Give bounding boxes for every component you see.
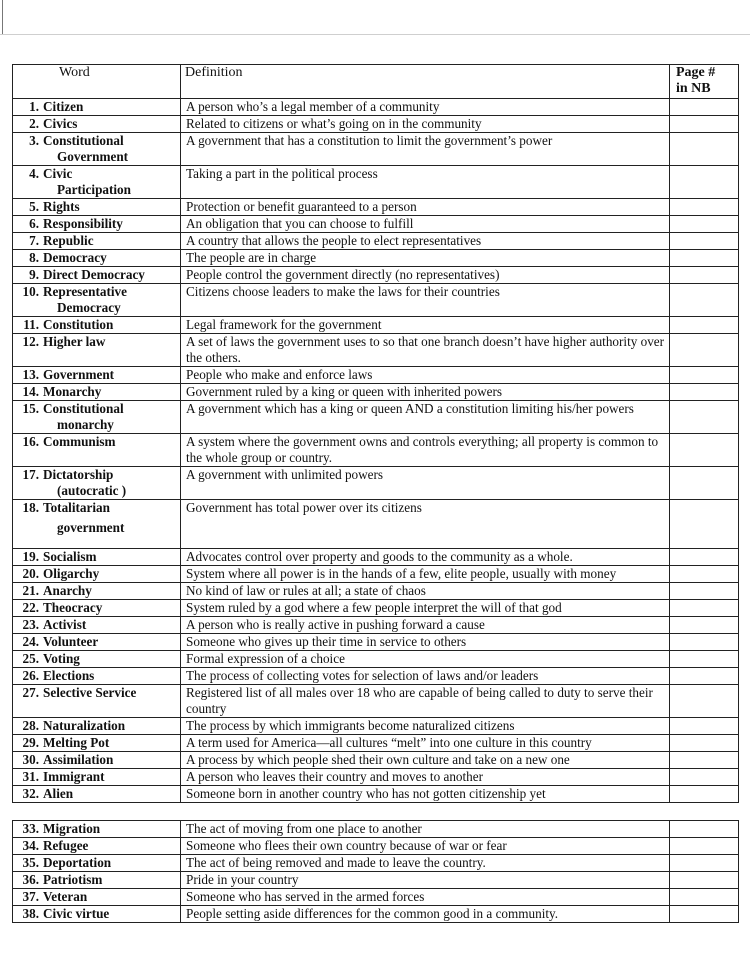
table-row [13, 284, 739, 317]
term-word: Government [43, 367, 115, 382]
definition-cell: A government which has a king or queen AND a constitution limiting his/her powers [181, 401, 670, 434]
term-word: Elections [43, 668, 95, 683]
page-number-cell[interactable] [670, 889, 739, 906]
term-cell [13, 500, 181, 549]
term-number: 36. [22, 872, 39, 887]
term-word-continued: Participation [57, 182, 131, 197]
term-word: Citizen [43, 99, 84, 114]
term-number: 13. [22, 367, 39, 382]
term-number: 33. [22, 821, 39, 836]
term-word: Alien [43, 786, 74, 801]
term-word-continued: Government [57, 149, 129, 164]
table-row [13, 634, 739, 651]
term-number: 31. [22, 769, 39, 784]
term-cell [13, 600, 181, 617]
term-cell [13, 401, 181, 434]
page-top-edge [0, 0, 750, 35]
term-word: Direct Democracy [43, 267, 145, 282]
term-number: 21. [22, 583, 39, 598]
term-word-continued: government [57, 520, 125, 535]
term-number: 34. [22, 838, 39, 853]
definition-cell: Someone who has served in the armed forces [181, 889, 670, 906]
term-word: Constitutional [43, 133, 124, 148]
term-number: 20. [22, 566, 39, 581]
term-cell [13, 334, 181, 367]
term-number: 1. [29, 99, 39, 114]
page-number-cell[interactable] [670, 133, 739, 166]
term-number: 30. [22, 752, 39, 767]
page-number-cell[interactable] [670, 786, 739, 803]
term-word: Democracy [43, 250, 107, 265]
header-definition: Definition [181, 65, 670, 99]
page-number-cell[interactable] [670, 317, 739, 334]
table-row [13, 384, 739, 401]
definition-cell: Someone who flees their own country because of war or fear [181, 838, 670, 855]
page-number-cell[interactable] [670, 838, 739, 855]
page-number-cell[interactable] [670, 769, 739, 786]
page-number-cell[interactable] [670, 566, 739, 583]
term-cell [13, 166, 181, 199]
term-cell [13, 838, 181, 855]
definition-cell: The act of being removed and made to leave the country. [181, 855, 670, 872]
page-number-cell[interactable] [670, 617, 739, 634]
term-word: Civic virtue [43, 906, 110, 921]
definition-cell: A process by which people shed their own culture and take on a new one [181, 752, 670, 769]
term-cell [13, 267, 181, 284]
page-number-cell[interactable] [670, 718, 739, 735]
term-word: Voting [43, 651, 80, 666]
term-number: 37. [22, 889, 39, 904]
term-word: Refugee [43, 838, 89, 853]
term-word: Veteran [43, 889, 88, 904]
term-word: Naturalization [43, 718, 126, 733]
page-number-cell[interactable] [670, 735, 739, 752]
term-cell [13, 821, 181, 838]
table-row [13, 838, 739, 855]
term-number: 4. [29, 166, 39, 181]
term-number: 16. [22, 434, 39, 449]
page-number-cell[interactable] [670, 233, 739, 250]
page-number-cell[interactable] [670, 651, 739, 668]
definition-cell: Citizens choose leaders to make the laws for their countries [181, 284, 670, 317]
term-number: 14. [22, 384, 39, 399]
table-row [13, 668, 739, 685]
page-number-cell[interactable] [670, 116, 739, 133]
term-number: 23. [22, 617, 39, 632]
term-number: 9. [29, 267, 39, 282]
definition-cell: People who make and enforce laws [181, 367, 670, 384]
page-number-cell[interactable] [670, 434, 739, 467]
table-row [13, 549, 739, 566]
table-row [13, 752, 739, 769]
page-number-cell[interactable] [670, 216, 739, 233]
definition-cell: Taking a part in the political process [181, 166, 670, 199]
term-word: Melting Pot [43, 735, 110, 750]
term-cell [13, 769, 181, 786]
term-cell [13, 549, 181, 566]
term-number: 25. [22, 651, 39, 666]
page-number-cell[interactable] [670, 284, 739, 317]
definition-cell: Government ruled by a king or queen with inherited powers [181, 384, 670, 401]
page-number-cell[interactable] [670, 821, 739, 838]
term-word: Totalitarian [43, 500, 110, 515]
table-row [13, 821, 739, 838]
definition-cell: A system where the government owns and controls everything; all property is common to the whole group or country. [181, 434, 670, 467]
term-cell [13, 617, 181, 634]
table-row [13, 216, 739, 233]
term-number: 15. [22, 401, 39, 416]
term-number: 8. [29, 250, 39, 265]
page-number-cell[interactable] [670, 267, 739, 284]
table-row [13, 769, 739, 786]
page-number-cell[interactable] [670, 99, 739, 116]
term-word: Communism [43, 434, 116, 449]
term-word: Responsibility [43, 216, 123, 231]
table-row [13, 250, 739, 267]
table-row [13, 199, 739, 216]
term-cell [13, 735, 181, 752]
table-body [13, 99, 739, 923]
term-number: 22. [22, 600, 39, 615]
term-number: 11. [23, 317, 39, 332]
definition-cell: A set of laws the government uses to so that one branch doesn’t have higher authority over the others. [181, 334, 670, 367]
definition-cell: Advocates control over property and goods to the community as a whole. [181, 549, 670, 566]
definition-cell: The process by which immigrants become naturalized citizens [181, 718, 670, 735]
definition-cell: System ruled by a god where a few people interpret the will of that god [181, 600, 670, 617]
term-number: 38. [22, 906, 39, 921]
table-row [13, 718, 739, 735]
term-cell [13, 786, 181, 803]
term-word: Patriotism [43, 872, 103, 887]
table-row [13, 166, 739, 199]
term-word: Socialism [43, 549, 97, 564]
page-number-cell[interactable] [670, 872, 739, 889]
definition-cell: Someone who gives up their time in service to others [181, 634, 670, 651]
header-word: Word [13, 65, 181, 99]
term-cell [13, 434, 181, 467]
definition-cell: An obligation that you can choose to fulfill [181, 216, 670, 233]
header-page: Page # in NB [670, 65, 739, 99]
table-row [13, 133, 739, 166]
term-word: Immigrant [43, 769, 105, 784]
term-number: 6. [29, 216, 39, 231]
term-number: 5. [29, 199, 39, 214]
term-number: 17. [22, 467, 39, 482]
page-number-cell[interactable] [670, 906, 739, 923]
page-number-cell[interactable] [670, 166, 739, 199]
term-number: 10. [22, 284, 39, 299]
definition-cell: Someone born in another country who has not gotten citizenship yet [181, 786, 670, 803]
term-number: 32. [22, 786, 39, 801]
definition-cell: Related to citizens or what’s going on in the community [181, 116, 670, 133]
table-row [13, 651, 739, 668]
term-number: 12. [22, 334, 39, 349]
definition-cell: Registered list of all males over 18 who are capable of being called to duty to serve their country [181, 685, 670, 718]
term-number: 35. [22, 855, 39, 870]
term-cell [13, 317, 181, 334]
table-row [13, 889, 739, 906]
term-cell [13, 651, 181, 668]
term-word: Representative [43, 284, 127, 299]
page-number-cell[interactable] [670, 401, 739, 434]
term-cell [13, 99, 181, 116]
page-number-cell[interactable] [670, 334, 739, 367]
term-number: 18. [22, 500, 39, 515]
page-number-cell[interactable] [670, 467, 739, 500]
definition-cell: Legal framework for the government [181, 317, 670, 334]
term-word: Activist [43, 617, 87, 632]
table-row [13, 906, 739, 923]
table-row [13, 233, 739, 250]
term-cell [13, 566, 181, 583]
term-cell [13, 752, 181, 769]
term-word: Higher law [43, 334, 106, 349]
section-gap [13, 803, 739, 821]
definition-cell: People setting aside differences for the common good in a community. [181, 906, 670, 923]
definition-cell: Government has total power over its citizens [181, 500, 670, 549]
term-cell [13, 634, 181, 651]
definition-cell: A government that has a constitution to limit the government’s power [181, 133, 670, 166]
term-word: Monarchy [43, 384, 102, 399]
page-number-cell[interactable] [670, 199, 739, 216]
table-row [13, 600, 739, 617]
term-cell [13, 855, 181, 872]
term-cell [13, 216, 181, 233]
term-word: Rights [43, 199, 80, 214]
definition-cell: A person who leaves their country and moves to another [181, 769, 670, 786]
table-row [13, 500, 739, 549]
definition-cell: A person who’s a legal member of a community [181, 99, 670, 116]
term-cell [13, 250, 181, 267]
term-word: Republic [43, 233, 94, 248]
term-cell [13, 467, 181, 500]
term-word: Deportation [43, 855, 112, 870]
table-row [13, 786, 739, 803]
term-cell [13, 685, 181, 718]
page-number-cell[interactable] [670, 685, 739, 718]
term-word: Civic [43, 166, 73, 181]
table-row [13, 334, 739, 367]
table-row [13, 566, 739, 583]
table-row [13, 583, 739, 600]
term-word: Dictatorship [43, 467, 114, 482]
definition-cell: System where all power is in the hands of a few, elite people, usually with money [181, 566, 670, 583]
term-number: 26. [22, 668, 39, 683]
term-number: 3. [29, 133, 39, 148]
term-cell [13, 889, 181, 906]
table-row [13, 434, 739, 467]
term-word: Civics [43, 116, 78, 131]
definition-cell: Pride in your country [181, 872, 670, 889]
term-word-continued: (autocratic ) [57, 483, 127, 498]
page-number-cell[interactable] [670, 367, 739, 384]
page-number-cell[interactable] [670, 500, 739, 549]
term-number: 7. [29, 233, 39, 248]
definition-cell: No kind of law or rules at all; a state of chaos [181, 583, 670, 600]
term-cell [13, 718, 181, 735]
term-cell [13, 906, 181, 923]
definition-cell: A person who is really active in pushing forward a cause [181, 617, 670, 634]
term-number: 2. [29, 116, 39, 131]
definition-cell: People control the government directly (no representatives) [181, 267, 670, 284]
term-cell [13, 583, 181, 600]
table-row [13, 735, 739, 752]
header-row [13, 65, 739, 99]
term-word-continued: Democracy [57, 300, 121, 315]
term-cell [13, 367, 181, 384]
table-row [13, 317, 739, 334]
term-cell [13, 233, 181, 250]
page-number-cell[interactable] [670, 384, 739, 401]
term-cell [13, 133, 181, 166]
term-word: Anarchy [43, 583, 92, 598]
definition-cell: A country that allows the people to elect representatives [181, 233, 670, 250]
page-number-cell[interactable] [670, 600, 739, 617]
term-number: 24. [22, 634, 39, 649]
term-word: Constitution [43, 317, 114, 332]
table-row [13, 99, 739, 116]
term-cell [13, 116, 181, 133]
page-number-cell[interactable] [670, 583, 739, 600]
term-cell [13, 872, 181, 889]
term-word: Theocracy [43, 600, 103, 615]
page-number-cell[interactable] [670, 668, 739, 685]
definition-cell: Protection or benefit guaranteed to a person [181, 199, 670, 216]
table-row [13, 617, 739, 634]
page-number-cell[interactable] [670, 549, 739, 566]
term-cell [13, 384, 181, 401]
term-number: 27. [22, 685, 39, 700]
term-cell [13, 199, 181, 216]
table-row [13, 267, 739, 284]
term-word: Constitutional [43, 401, 124, 416]
definition-cell: A term used for America—all cultures “melt” into one culture in this country [181, 735, 670, 752]
term-word-continued: monarchy [57, 417, 114, 432]
table-row [13, 367, 739, 384]
table-row [13, 685, 739, 718]
term-cell [13, 668, 181, 685]
definition-cell: Formal expression of a choice [181, 651, 670, 668]
term-number: 28. [22, 718, 39, 733]
table-row [13, 467, 739, 500]
term-word: Oligarchy [43, 566, 100, 581]
term-word: Migration [43, 821, 101, 836]
definition-cell: The people are in charge [181, 250, 670, 267]
term-word: Volunteer [43, 634, 99, 649]
term-number: 19. [22, 549, 39, 564]
term-cell [13, 284, 181, 317]
definition-cell: The process of collecting votes for selection of laws and/or leaders [181, 668, 670, 685]
definition-cell: The act of moving from one place to another [181, 821, 670, 838]
term-word: Assimilation [43, 752, 114, 767]
vocabulary-table [12, 64, 739, 923]
table-row [13, 872, 739, 889]
page-number-cell[interactable] [670, 634, 739, 651]
table-row [13, 116, 739, 133]
table-row [13, 401, 739, 434]
table-row [13, 855, 739, 872]
definition-cell: A government with unlimited powers [181, 467, 670, 500]
term-word: Selective Service [43, 685, 137, 700]
page-number-cell[interactable] [670, 250, 739, 267]
term-number: 29. [22, 735, 39, 750]
page-number-cell[interactable] [670, 752, 739, 769]
page-number-cell[interactable] [670, 855, 739, 872]
